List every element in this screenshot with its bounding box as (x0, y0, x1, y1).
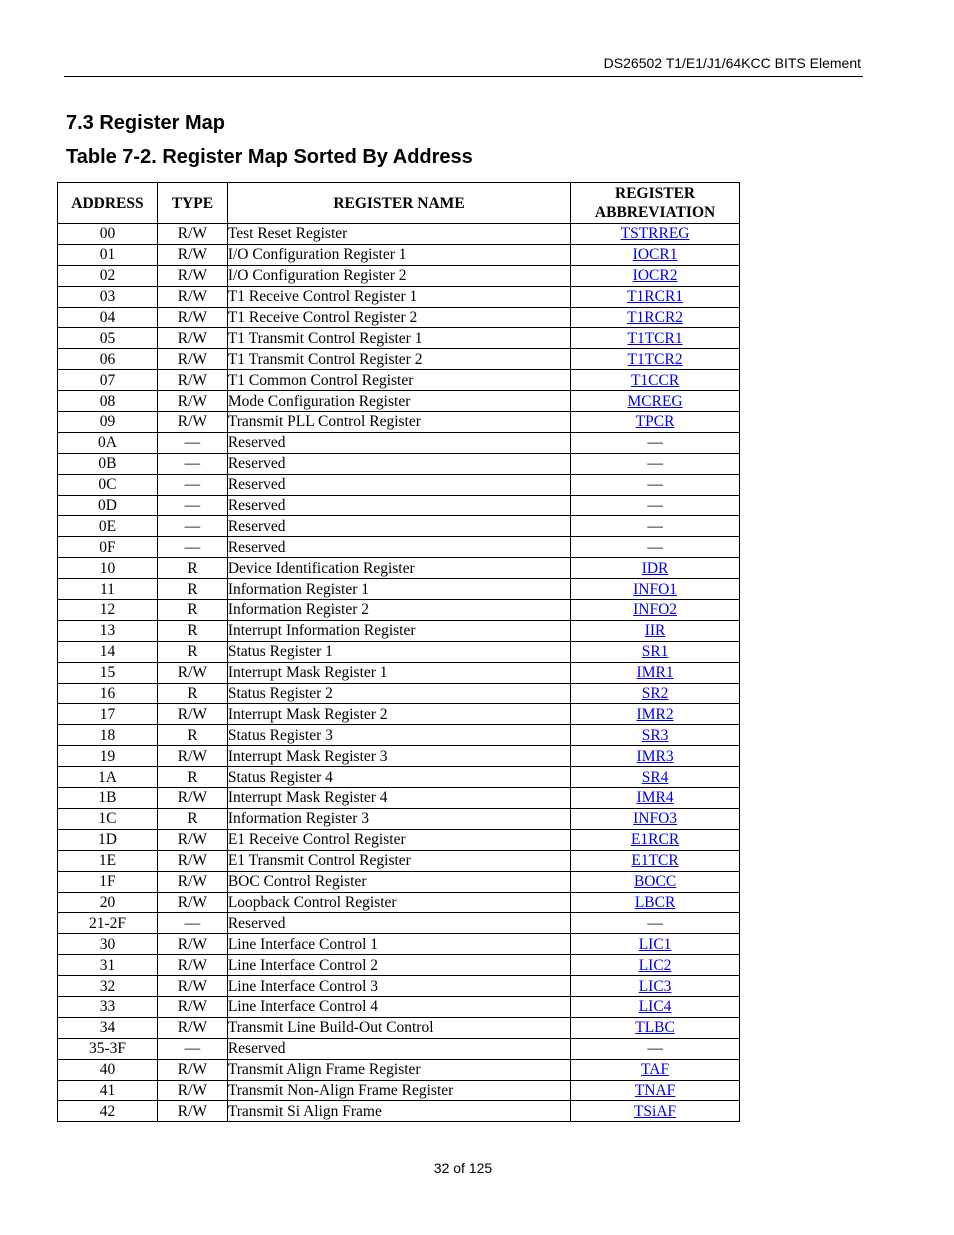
cell-type: R/W (157, 1059, 227, 1080)
register-abbreviation-link[interactable]: INFO2 (633, 601, 678, 619)
cell-register-name: T1 Transmit Control Register 2 (227, 349, 570, 370)
cell-type: R/W (157, 307, 227, 328)
cell-type: R (157, 808, 227, 829)
cell-register-name: I/O Configuration Register 1 (227, 244, 570, 265)
register-abbreviation-link[interactable]: T1RCR2 (627, 309, 684, 326)
cell-address: 03 (58, 286, 158, 307)
column-header-address: ADDRESS (58, 183, 158, 224)
cell-address: 11 (58, 579, 158, 600)
register-abbreviation-link[interactable]: BOCC (633, 873, 677, 891)
cell-register-abbreviation (571, 453, 740, 474)
register-abbreviation-text: — (647, 1040, 663, 1058)
cell-register-abbreviation (571, 370, 740, 391)
cell-register-name: T1 Receive Control Register 1 (227, 286, 570, 307)
cell-address: 08 (58, 391, 158, 412)
cell-type: R/W (157, 286, 227, 307)
cell-register-name: Transmit PLL Control Register (227, 412, 570, 433)
table-row (58, 641, 740, 662)
cell-register-name: Information Register 3 (227, 808, 570, 829)
cell-address: 00 (58, 224, 158, 245)
register-abbreviation-link[interactable]: TNAF (634, 1081, 676, 1099)
cell-register-abbreviation (571, 725, 740, 746)
register-table-body (58, 224, 740, 1122)
cell-address: 0D (58, 495, 158, 516)
register-abbreviation-link[interactable]: SR4 (641, 768, 669, 786)
cell-register-name: Transmit Line Build-Out Control (227, 1017, 570, 1038)
cell-type: R/W (157, 934, 227, 955)
table-title: Table 7-2. Register Map Sorted By Address (66, 146, 473, 168)
cell-register-abbreviation (571, 704, 740, 725)
cell-register-name: E1 Transmit Control Register (227, 850, 570, 871)
cell-address: 15 (58, 662, 158, 683)
cell-register-abbreviation (571, 307, 740, 328)
cell-register-name: BOC Control Register (227, 871, 570, 892)
register-abbreviation-link[interactable]: TPCR (635, 413, 675, 431)
cell-address: 1C (58, 808, 158, 829)
cell-type: R (157, 725, 227, 746)
cell-register-abbreviation (571, 767, 740, 788)
table-row (58, 620, 740, 641)
cell-type: R (157, 600, 227, 621)
table-row (58, 286, 740, 307)
cell-type: — (157, 432, 227, 453)
cell-address: 1E (58, 850, 158, 871)
table-row (58, 913, 740, 934)
cell-register-abbreviation (571, 474, 740, 495)
cell-address: 0B (58, 453, 158, 474)
cell-register-abbreviation (571, 495, 740, 516)
cell-register-name: Reserved (227, 537, 570, 558)
cell-register-abbreviation (571, 432, 740, 453)
register-abbreviation-text: — (647, 476, 663, 494)
cell-type: R/W (157, 871, 227, 892)
cell-register-name: Information Register 1 (227, 579, 570, 600)
register-abbreviation-text: — (647, 434, 663, 452)
table-row (58, 391, 740, 412)
register-abbreviation-link[interactable]: T1RCR1 (627, 288, 684, 306)
cell-register-abbreviation (571, 1080, 740, 1101)
table-row (58, 704, 740, 725)
cell-type: R/W (157, 662, 227, 683)
cell-register-name: Interrupt Mask Register 1 (227, 662, 570, 683)
register-abbreviation-text: — (647, 455, 663, 473)
cell-type: R (157, 558, 227, 579)
cell-register-name: Device Identification Register (227, 558, 570, 579)
cell-register-abbreviation (571, 286, 740, 307)
cell-type: — (157, 474, 227, 495)
register-abbreviation-text: — (647, 914, 663, 932)
cell-type: R/W (157, 850, 227, 871)
register-abbreviation-link[interactable]: IMR3 (636, 747, 674, 765)
cell-register-name: Interrupt Mask Register 2 (227, 704, 570, 725)
register-abbreviation-link[interactable]: IMR1 (636, 664, 674, 682)
cell-register-abbreviation (571, 976, 740, 997)
cell-address: 01 (58, 244, 158, 265)
cell-address: 0E (58, 516, 158, 537)
cell-register-abbreviation (571, 662, 740, 683)
cell-type: R/W (157, 704, 227, 725)
cell-register-abbreviation (571, 265, 740, 286)
column-header-register-abbreviation: REGISTER ABBREVIATION (571, 183, 740, 224)
cell-register-name: Transmit Align Frame Register (227, 1059, 570, 1080)
cell-type: R/W (157, 1080, 227, 1101)
table-row (58, 683, 740, 704)
table-row (58, 1080, 740, 1101)
table-row (58, 453, 740, 474)
table-row (58, 600, 740, 621)
cell-type: R/W (157, 224, 227, 245)
cell-register-name: Transmit Si Align Frame (227, 1101, 570, 1122)
cell-address: 19 (58, 746, 158, 767)
register-abbreviation-link[interactable]: SR2 (641, 685, 669, 703)
cell-address: 06 (58, 349, 158, 370)
table-row (58, 495, 740, 516)
cell-type: R/W (157, 955, 227, 976)
cell-register-abbreviation (571, 850, 740, 871)
table-row (58, 955, 740, 976)
register-abbreviation-link[interactable]: LIC1 (638, 935, 672, 953)
cell-type: R/W (157, 746, 227, 767)
cell-type: R/W (157, 976, 227, 997)
cell-register-abbreviation (571, 328, 740, 349)
cell-type: R/W (157, 328, 227, 349)
cell-register-name: Loopback Control Register (227, 892, 570, 913)
cell-address: 1F (58, 871, 158, 892)
register-map-table (57, 182, 740, 1122)
cell-register-abbreviation (571, 913, 740, 934)
register-abbreviation-link[interactable]: LIC3 (638, 977, 672, 995)
cell-type: R/W (157, 391, 227, 412)
cell-register-abbreviation (571, 244, 740, 265)
cell-address: 33 (58, 996, 158, 1017)
cell-register-abbreviation (571, 391, 740, 412)
cell-type: R/W (157, 1101, 227, 1122)
table-row (58, 1101, 740, 1122)
register-abbreviation-link[interactable]: TSiAF (633, 1102, 677, 1120)
column-header-type: TYPE (157, 183, 227, 224)
table-row (58, 349, 740, 370)
cell-address: 41 (58, 1080, 158, 1101)
cell-address: 1A (58, 767, 158, 788)
cell-register-name: Line Interface Control 4 (227, 996, 570, 1017)
cell-register-abbreviation (571, 349, 740, 370)
table-row (58, 474, 740, 495)
cell-address: 40 (58, 1059, 158, 1080)
table-row (58, 1017, 740, 1038)
table-row (58, 328, 740, 349)
register-abbreviation-text: — (647, 497, 663, 515)
cell-address: 0F (58, 537, 158, 558)
cell-address: 1B (58, 788, 158, 809)
register-abbreviation-link[interactable]: LBCR (634, 893, 676, 911)
cell-type: R/W (157, 412, 227, 433)
table-row (58, 767, 740, 788)
cell-register-abbreviation (571, 788, 740, 809)
register-abbreviation-text: — (647, 517, 663, 535)
document-header-title: DS26502 T1/E1/J1/64KCC BITS Element (603, 55, 861, 71)
register-abbreviation-link[interactable]: IDR (641, 559, 669, 577)
cell-register-abbreviation (571, 829, 740, 850)
cell-register-name: Reserved (227, 495, 570, 516)
table-row (58, 1038, 740, 1059)
register-abbreviation-link[interactable]: T1CCR (630, 371, 680, 389)
cell-register-abbreviation (571, 1101, 740, 1122)
cell-register-name: T1 Common Control Register (227, 370, 570, 391)
register-abbreviation-link[interactable]: LIC2 (638, 956, 672, 974)
register-abbreviation-link[interactable]: IIR (644, 622, 666, 640)
register-abbreviation-text: — (647, 538, 663, 556)
cell-address: 04 (58, 307, 158, 328)
cell-address: 35-3F (58, 1038, 158, 1059)
cell-register-abbreviation (571, 1038, 740, 1059)
cell-register-name: Reserved (227, 913, 570, 934)
cell-register-name: Status Register 3 (227, 725, 570, 746)
header-divider (64, 76, 863, 77)
cell-register-abbreviation (571, 934, 740, 955)
cell-register-name: I/O Configuration Register 2 (227, 265, 570, 286)
table-row (58, 892, 740, 913)
table-row (58, 244, 740, 265)
cell-type: R (157, 641, 227, 662)
cell-register-abbreviation (571, 600, 740, 621)
register-abbreviation-link[interactable]: E1TCR (631, 852, 679, 870)
cell-register-abbreviation (571, 746, 740, 767)
register-abbreviation-link[interactable]: T1TCR1 (627, 329, 683, 347)
cell-register-name: Test Reset Register (227, 224, 570, 245)
table-row (58, 662, 740, 683)
register-abbreviation-link[interactable]: IOCR2 (632, 267, 678, 285)
cell-type: R (157, 579, 227, 600)
cell-type: R/W (157, 996, 227, 1017)
cell-register-abbreviation (571, 808, 740, 829)
cell-address: 16 (58, 683, 158, 704)
register-abbreviation-link[interactable]: SR3 (641, 726, 669, 744)
cell-register-name: Information Register 2 (227, 600, 570, 621)
cell-register-abbreviation (571, 537, 740, 558)
table-row (58, 432, 740, 453)
cell-register-abbreviation (571, 1017, 740, 1038)
register-abbreviation-link[interactable]: INFO1 (633, 580, 678, 598)
cell-address: 09 (58, 412, 158, 433)
register-abbreviation-link[interactable]: INFO3 (633, 810, 678, 828)
cell-type: R/W (157, 1017, 227, 1038)
section-title: 7.3 Register Map (66, 112, 225, 134)
cell-address: 0C (58, 474, 158, 495)
cell-address: 07 (58, 370, 158, 391)
cell-address: 0A (58, 432, 158, 453)
cell-address: 14 (58, 641, 158, 662)
cell-register-name: Reserved (227, 453, 570, 474)
cell-type: R/W (157, 244, 227, 265)
cell-address: 18 (58, 725, 158, 746)
cell-address: 32 (58, 976, 158, 997)
register-abbreviation-link[interactable]: TAF (641, 1061, 670, 1079)
register-abbreviation-link[interactable]: SR1 (641, 643, 669, 661)
cell-type: — (157, 913, 227, 934)
table-row (58, 746, 740, 767)
cell-type: — (157, 453, 227, 474)
register-abbreviation-link[interactable]: E1RCR (630, 831, 680, 849)
cell-type: R/W (157, 892, 227, 913)
cell-register-name: Mode Configuration Register (227, 391, 570, 412)
cell-register-abbreviation (571, 558, 740, 579)
cell-register-abbreviation (571, 996, 740, 1017)
cell-type: — (157, 1038, 227, 1059)
table-row (58, 558, 740, 579)
register-abbreviation-link[interactable]: TSTRREG (620, 225, 690, 243)
cell-address: 12 (58, 600, 158, 621)
cell-register-name: Line Interface Control 3 (227, 976, 570, 997)
table-row (58, 725, 740, 746)
table-row (58, 788, 740, 809)
cell-register-name: Interrupt Mask Register 3 (227, 746, 570, 767)
cell-register-name: Status Register 1 (227, 641, 570, 662)
cell-address: 17 (58, 704, 158, 725)
cell-register-abbreviation (571, 892, 740, 913)
cell-register-name: Status Register 4 (227, 767, 570, 788)
register-abbreviation-link[interactable]: MCREG (627, 392, 683, 410)
table-row (58, 265, 740, 286)
cell-type: R/W (157, 370, 227, 391)
register-abbreviation-link[interactable]: T1TCR2 (627, 350, 683, 368)
table-row (58, 829, 740, 850)
cell-register-name: Line Interface Control 2 (227, 955, 570, 976)
table-row (58, 850, 740, 871)
register-abbreviation-link[interactable]: TLBC (635, 1019, 675, 1037)
cell-type: R/W (157, 265, 227, 286)
cell-register-abbreviation (571, 683, 740, 704)
cell-address: 1D (58, 829, 158, 850)
cell-register-name: Reserved (227, 432, 570, 453)
cell-register-abbreviation (571, 516, 740, 537)
cell-address: 21-2F (58, 913, 158, 934)
cell-register-name: Line Interface Control 1 (227, 934, 570, 955)
table-row (58, 579, 740, 600)
cell-register-name: E1 Receive Control Register (227, 829, 570, 850)
cell-type: R (157, 620, 227, 641)
cell-register-name: Interrupt Information Register (227, 620, 570, 641)
table-row (58, 537, 740, 558)
cell-register-abbreviation (571, 579, 740, 600)
cell-address: 10 (58, 558, 158, 579)
cell-register-abbreviation (571, 955, 740, 976)
table-row (58, 976, 740, 997)
table-row (58, 370, 740, 391)
cell-type: — (157, 516, 227, 537)
cell-register-name: Reserved (227, 1038, 570, 1059)
table-row (58, 516, 740, 537)
cell-register-name: Interrupt Mask Register 4 (227, 788, 570, 809)
cell-address: 02 (58, 265, 158, 286)
cell-address: 20 (58, 892, 158, 913)
cell-type: R/W (157, 788, 227, 809)
table-header-row (58, 183, 740, 224)
table-row (58, 996, 740, 1017)
cell-register-name: Reserved (227, 474, 570, 495)
cell-type: R (157, 767, 227, 788)
cell-register-abbreviation (571, 641, 740, 662)
cell-type: R/W (157, 349, 227, 370)
cell-register-abbreviation (571, 871, 740, 892)
cell-register-name: Transmit Non-Align Frame Register (227, 1080, 570, 1101)
table-row (58, 307, 740, 328)
cell-register-abbreviation (571, 1059, 740, 1080)
cell-register-abbreviation (571, 224, 740, 245)
table-row (58, 871, 740, 892)
cell-register-name: Status Register 2 (227, 683, 570, 704)
register-abbreviation-link[interactable]: LIC4 (638, 998, 672, 1016)
cell-register-name: T1 Receive Control Register 2 (227, 307, 570, 328)
register-abbreviation-link[interactable]: IMR2 (636, 705, 674, 723)
cell-type: R (157, 683, 227, 704)
cell-address: 34 (58, 1017, 158, 1038)
register-abbreviation-link[interactable]: IOCR1 (632, 246, 678, 264)
cell-address: 30 (58, 934, 158, 955)
table-row (58, 224, 740, 245)
cell-address: 05 (58, 328, 158, 349)
cell-register-name: T1 Transmit Control Register 1 (227, 328, 570, 349)
table-row (58, 412, 740, 433)
table-row (58, 934, 740, 955)
column-header-register-name: REGISTER NAME (227, 183, 570, 224)
cell-address: 31 (58, 955, 158, 976)
cell-type: — (157, 495, 227, 516)
cell-register-name: Reserved (227, 516, 570, 537)
table-row (58, 1059, 740, 1080)
register-abbreviation-link[interactable]: IMR4 (636, 789, 674, 807)
cell-register-abbreviation (571, 620, 740, 641)
table-row (58, 808, 740, 829)
cell-type: — (157, 537, 227, 558)
cell-address: 42 (58, 1101, 158, 1122)
cell-register-abbreviation (571, 412, 740, 433)
cell-type: R/W (157, 829, 227, 850)
page-number: 32 of 125 (433, 1160, 493, 1176)
cell-address: 13 (58, 620, 158, 641)
